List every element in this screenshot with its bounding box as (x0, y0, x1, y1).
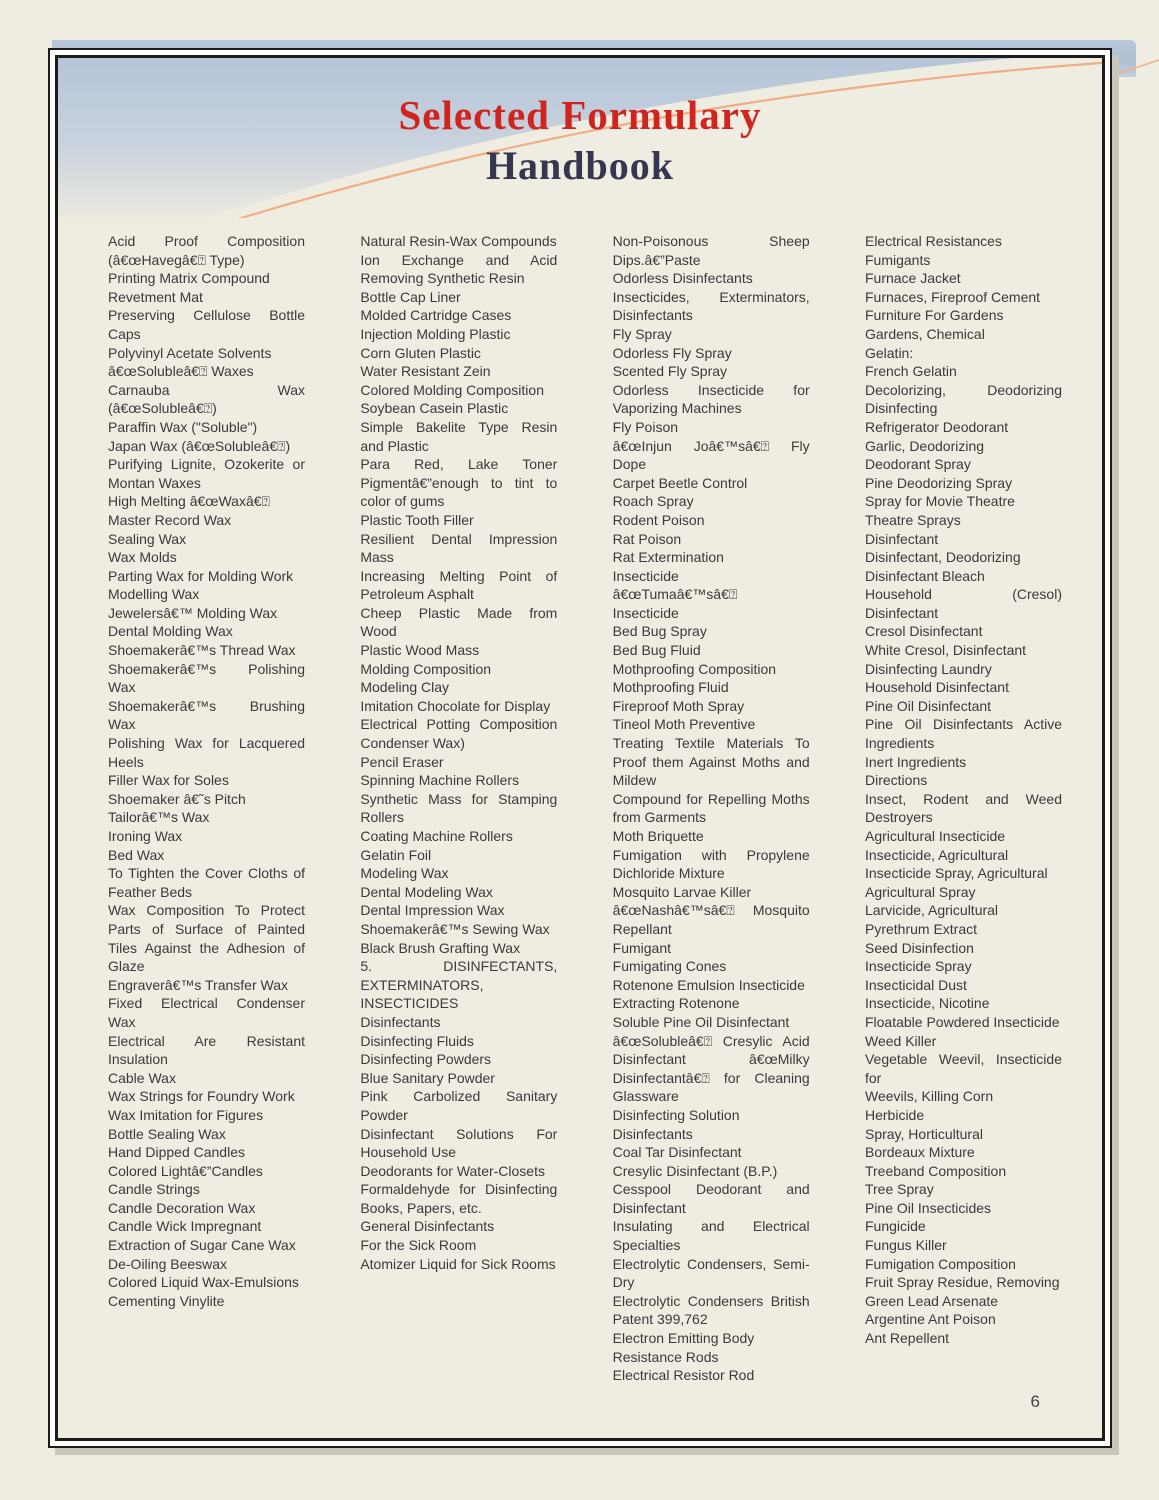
list-item: Pine Oil Disinfectant (864, 697, 992, 714)
list-item: Disinfectant, Deodorizing (864, 549, 1021, 566)
list-item: Disinfectants (360, 1013, 441, 1030)
list-item: Disinfecting Powders (360, 1051, 492, 1068)
list-item: Mothproofing Fluid (612, 679, 729, 696)
list-item: Extracting Rotenone (612, 995, 740, 1012)
list-item: Plastic Wood Mass (360, 642, 480, 659)
list-item: Disinfecting Fluids (360, 1032, 474, 1049)
list-item: Imitation Chocolate for Display (360, 697, 551, 714)
list-item: Wax Composition To Protect Parts of Surface of Painted Tiles Against the Adhesion of Glaze (108, 902, 305, 975)
list-item: To Tighten the Cover Cloths of Feather Beds (108, 865, 305, 900)
list-item: Electrolytic Condensers British Patent 399,762 (612, 1292, 810, 1328)
list-item: Seed Disinfection (864, 939, 974, 956)
list-item: Fly Poison (612, 418, 679, 435)
list-item: Fruit Spray Residue, Removing (864, 1274, 1060, 1291)
column-1 (108, 232, 305, 1385)
list-item: Sealing Wax (108, 530, 187, 547)
list-item: Pink Carbolized Sanitary Powder (360, 1088, 558, 1123)
list-item: Electron Emitting Body (612, 1330, 755, 1347)
list-item: Fly Spray (612, 325, 672, 342)
list-item: Colored Lightâ€”Candles (108, 1162, 263, 1179)
list-item: Rotenone Emulsion Insecticide (612, 976, 805, 993)
list-item: Jewelersâ€™ Molding Wax (108, 604, 278, 621)
list-item: Modelling Wax (108, 586, 200, 603)
list-item: Tree Spray (864, 1181, 934, 1198)
title-block (58, 58, 1102, 188)
list-item: Ion Exchange and Acid Removing Synthetic Resin (360, 251, 558, 287)
list-item: Larvicide, Agricultural (864, 902, 999, 919)
list-item: Garlic, Deodorizing (864, 437, 985, 454)
list-item: Shoemakerâ€™s Brushing Wax (108, 697, 305, 733)
list-item: Cesspool Deodorant and Disinfectant (612, 1181, 810, 1216)
list-item: Gardens, Chemical (864, 325, 985, 342)
list-item: Colored Molding Composition (360, 381, 544, 398)
list-item: Rat Extermination (612, 549, 724, 566)
list-item: Preserving Cellulose Bottle Caps (108, 307, 305, 342)
list-item: Disinfectant Bleach (864, 567, 985, 584)
list-item: Mothproofing Composition (612, 660, 777, 677)
list-item: Deodorants for Water-Closets (360, 1162, 545, 1179)
list-item: Engraverâ€™s Transfer Wax (108, 976, 288, 993)
list-item: Furniture For Gardens (864, 307, 1004, 324)
list-item: Disinfectant Solutions For Household Use (360, 1125, 558, 1161)
list-item: High Melting â€œWaxâ€⍰ (108, 493, 270, 510)
list-item: Insecticidal Dust (864, 976, 967, 993)
list-item: Paraffin Wax ("Soluble") (108, 418, 258, 435)
list-item: Coating Machine Rollers (360, 828, 513, 844)
list-item: Dental Molding Wax (108, 623, 233, 640)
list-item: General Disinfectants (360, 1218, 495, 1235)
list-item: Colored Liquid Wax-Emulsions (108, 1274, 299, 1291)
list-item: Candle Decoration Wax (108, 1199, 256, 1216)
list-item: Agricultural Insecticide (864, 828, 1006, 844)
list-item: â€œInjun Joâ€™sâ€⍰ Fly Dope (612, 437, 810, 473)
list-item: Polyvinyl Acetate Solvents (108, 344, 272, 361)
column-3 (613, 232, 810, 1385)
list-item: Spray, Horticultural (864, 1125, 983, 1142)
page-title: Selected Formulary (398, 92, 762, 138)
list-item: Gelatin Foil (360, 846, 432, 863)
list-item: Extraction of Sugar Cane Wax (108, 1237, 296, 1254)
list-item: Vegetable Weevil, Insecticide for (864, 1051, 1062, 1086)
list-item: Bed Wax (108, 846, 165, 863)
list-item: Corn Gluten Plastic (360, 344, 481, 361)
list-item: Tineol Moth Preventive (612, 716, 756, 733)
list-item: Para Red, Lake Toner Pigmentâ€”enough to tint to color of gums (360, 456, 558, 510)
list-item: Modeling Clay (360, 679, 450, 696)
list-item: Purifying Lignite, Ozokerite or Montan Waxes (108, 456, 305, 491)
list-item: â€œSolubleâ€⍰ Waxes (108, 363, 254, 380)
list-item: Insecticides, Exterminators, Disinfectants (612, 288, 810, 324)
list-item: Insecticide (612, 604, 679, 621)
list-item: Carnauba Wax (â€œSolubleâ€⍰) (108, 381, 305, 417)
list-item: Odorless Insecticide for Vaporizing Machines (612, 381, 810, 417)
list-item: Revetment Mat (108, 288, 203, 305)
list-item: Disinfecting Laundry (864, 660, 992, 677)
list-item: Disinfecting Solution (612, 1106, 740, 1123)
list-item: Mosquito Larvae Killer (612, 883, 752, 900)
list-item: Treating Textile Materials To Proof them Against Moths and Mildew (612, 735, 810, 789)
list-item: Fumigating Cones (612, 958, 727, 975)
list-item: Fixed Electrical Condenser Wax (108, 995, 305, 1030)
list-item: â€œSolubleâ€⍰ Cresylic Acid Disinfectant â€œMilky Disinfectantâ€⍰ for Cleaning Glassware (612, 1032, 810, 1105)
page-subtitle: Handbook (485, 143, 675, 188)
list-item: Modeling Wax (360, 865, 449, 882)
list-item: 5. DISINFECTANTS, EXTERMINATORS, INSECTICIDES (360, 958, 558, 1012)
list-item: Electrical Resistances (864, 233, 1002, 249)
list-item: Wax Molds (108, 549, 177, 566)
list-item: Theatre Sprays (864, 511, 961, 528)
list-item: Ironing Wax (108, 828, 183, 844)
list-item: Fungus Killer (864, 1237, 947, 1254)
list-item: Pyrethrum Extract (864, 920, 978, 937)
list-item: Bordeaux Mixture (864, 1144, 975, 1161)
list-item: Formaldehyde for Disinfecting Books, Papers, etc. (360, 1181, 558, 1216)
list-item: Soybean Casein Plastic (360, 400, 509, 417)
list-item: Pencil Eraser (360, 753, 444, 770)
list-item: Cheep Plastic Made from Wood (360, 604, 558, 640)
list-item: Moth Briquette (612, 828, 704, 844)
list-item: Coal Tar Disinfectant (612, 1144, 742, 1161)
list-item: Ant Repellent (864, 1330, 950, 1347)
list-item: Molded Cartridge Cases (360, 307, 512, 324)
list-item: Green Lead Arsenate (864, 1292, 999, 1309)
list-item: Rat Poison (612, 530, 682, 547)
page-number: 6 (1030, 1392, 1040, 1411)
list-item: Insect, Rodent and Weed Destroyers (864, 790, 1062, 826)
list-item: Inert Ingredients (864, 753, 967, 770)
list-item: Non-Poisonous Sheep Dips.â€”Paste (612, 233, 810, 268)
list-item: Floatable Powdered Insecticide (864, 1013, 1060, 1030)
list-item: Pine Deodorizing Spray (864, 474, 1013, 491)
list-item: Tailorâ€™s Wax (108, 809, 210, 826)
list-item: Shoemaker â€˜s Pitch (108, 790, 246, 807)
list-item: Japan Wax (â€œSolubleâ€⍰) (108, 437, 291, 454)
list-item: Resistance Rods (612, 1348, 719, 1365)
list-item: Agricultural Spray (864, 883, 976, 900)
list-item: Plastic Tooth Filler (360, 511, 474, 528)
column-4 (865, 232, 1062, 1385)
list-item: Compound for Repelling Moths from Garments (612, 790, 810, 826)
page-border-frame (48, 48, 1112, 1448)
list-item: Deodorant Spray (864, 456, 971, 473)
list-item: Insecticide Spray (864, 958, 972, 975)
list-item: Dental Impression Wax (360, 902, 505, 919)
list-item: Bed Bug Fluid (612, 642, 701, 659)
list-item: Cable Wax (108, 1069, 176, 1086)
list-item: Carpet Beetle Control (612, 474, 748, 491)
list-item: Water Resistant Zein (360, 363, 491, 380)
list-item: Odorless Fly Spray (612, 344, 732, 361)
list-item: Rodent Poison (612, 511, 705, 528)
list-item: Wax Imitation for Figures (108, 1106, 264, 1123)
list-item: Odorless Disinfectants (612, 270, 753, 287)
list-item: Shoemakerâ€™s Polishing Wax (108, 660, 305, 696)
list-item: Natural Resin-Wax Compounds (360, 233, 557, 249)
list-item: Wax Strings for Foundry Work (108, 1088, 295, 1105)
list-item: Electrolytic Condensers, Semi-Dry (612, 1255, 810, 1291)
list-item: Synthetic Mass for Stamping Rollers (360, 790, 558, 826)
list-item: Directions (864, 772, 928, 789)
list-item: Bottle Cap Liner (360, 288, 461, 305)
list-item: Candle Wick Impregnant (108, 1218, 262, 1235)
list-item: Cresol Disinfectant (864, 623, 983, 640)
list-item: Polishing Wax for Lacquered Heels (108, 735, 305, 770)
list-item: Master Record Wax (108, 511, 232, 528)
list-item: Printing Matrix Compound (108, 270, 270, 287)
list-item: Spray for Movie Theatre (864, 493, 1015, 510)
list-item: Hand Dipped Candles (108, 1144, 245, 1161)
list-item: Cementing Vinylite (108, 1292, 225, 1309)
list-item: Insecticide Spray, Agricultural (864, 865, 1048, 882)
list-item: Fireproof Moth Spray (612, 697, 745, 714)
list-item: Pine Oil Insecticides (864, 1199, 992, 1216)
list-item: Electrical Are Resistant Insulation (108, 1032, 305, 1068)
list-item: Increasing Melting Point of Petroleum Asphalt (360, 567, 558, 603)
list-item: Furnace Jacket (864, 270, 961, 287)
text-columns (58, 218, 1102, 1385)
list-item: Atomizer Liquid for Sick Rooms (360, 1255, 556, 1272)
list-item: Treeband Composition (864, 1162, 1007, 1179)
list-item: Candle Strings (108, 1181, 200, 1198)
list-item: Gelatin: (864, 344, 914, 361)
list-item: Bottle Sealing Wax (108, 1125, 226, 1142)
list-item: Pine Oil Disinfectants Active Ingredients (864, 716, 1062, 752)
list-item: Disinfectants (612, 1125, 693, 1142)
list-item: Resilient Dental Impression Mass (360, 530, 558, 566)
list-item: Black Brush Grafting Wax (360, 939, 521, 956)
header-decoration (58, 58, 1102, 218)
list-item: â€œTumaâ€™sâ€⍰ (612, 586, 738, 603)
list-item: Fumigation with Propylene Dichloride Mixture (612, 846, 810, 882)
list-item: French Gelatin (864, 363, 957, 380)
list-item: White Cresol, Disinfectant (864, 642, 1027, 659)
list-item: Spinning Machine Rollers (360, 772, 520, 789)
list-item: Furnaces, Fireproof Cement (864, 288, 1041, 305)
list-item: Shoemakerâ€™s Thread Wax (108, 642, 296, 659)
list-item: Insecticide (612, 567, 679, 584)
list-item: Argentine Ant Poison (864, 1311, 996, 1328)
list-item: â€œNashâ€™sâ€⍰ Mosquito Repellant (612, 902, 810, 937)
list-item: Electrical Resistor Rod (612, 1367, 755, 1384)
list-item: For the Sick Room (360, 1237, 477, 1254)
list-item: Household Disinfectant (864, 679, 1009, 696)
list-item: Acid Proof Composition (â€œHavegâ€⍰ Type) (108, 233, 305, 268)
list-item: Weed Killer (864, 1032, 937, 1049)
list-item: Insecticide, Nicotine (864, 995, 990, 1012)
list-item: Simple Bakelite Type Resin and Plastic (360, 418, 558, 454)
list-item: Molding Composition (360, 660, 492, 677)
list-item: De-Oiling Beeswax (108, 1255, 228, 1272)
list-item: Injection Molding Plastic (360, 325, 511, 342)
list-item: Disinfectant (864, 530, 939, 547)
list-item: Weevils, Killing Corn (864, 1088, 994, 1105)
list-item: Blue Sanitary Powder (360, 1069, 495, 1086)
list-item: Household (Cresol) Disinfectant (864, 586, 1062, 621)
list-item: Roach Spray (612, 493, 694, 510)
list-item: Cresylic Disinfectant (B.P.) (612, 1162, 778, 1179)
list-item: Insulating and Electrical Specialties (612, 1218, 810, 1254)
list-item: Decolorizing, Deodorizing Disinfecting (864, 381, 1062, 417)
list-item: Refrigerator Deodorant (864, 418, 1009, 435)
list-item: Herbicide (864, 1106, 925, 1123)
list-item: Electrical Potting Composition Condenser Wax) (360, 716, 558, 752)
page-content-area (55, 55, 1105, 1441)
column-2 (360, 232, 557, 1385)
list-item: Dental Modeling Wax (360, 883, 493, 900)
list-item: Fumigant (612, 939, 672, 956)
list-item: Bed Bug Spray (612, 623, 707, 640)
list-item: Fungicide (864, 1218, 926, 1235)
list-item: Scented Fly Spray (612, 363, 728, 380)
list-item: Parting Wax for Molding Work (108, 567, 294, 584)
list-item: Insecticide, Agricultural (864, 846, 1009, 863)
list-item: Fumigants (864, 251, 931, 268)
list-item: Soluble Pine Oil Disinfectant (612, 1013, 790, 1030)
list-item: Filler Wax for Soles (108, 772, 229, 789)
list-item: Fumigation Composition (864, 1255, 1016, 1272)
list-item: Shoemakerâ€™s Sewing Wax (360, 920, 550, 937)
